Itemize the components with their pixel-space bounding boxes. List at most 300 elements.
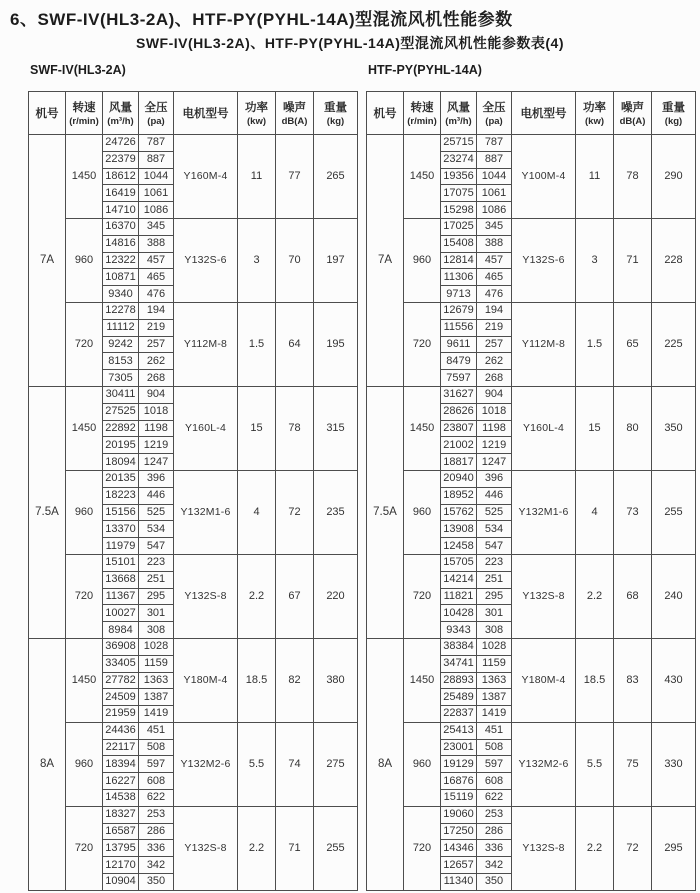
- fan-performance-table: [366, 91, 696, 891]
- flow-cell: 24726: [103, 135, 139, 152]
- table-row: [29, 806, 358, 823]
- weight-cell: 430: [652, 638, 696, 722]
- noise-cell: 65: [614, 302, 652, 386]
- flow-cell: 25489: [441, 689, 477, 706]
- size-cell: 7.5A: [367, 386, 404, 638]
- weight-cell: 275: [314, 722, 358, 806]
- flow-cell: 15408: [441, 235, 477, 252]
- power-cell: 5.5: [238, 722, 276, 806]
- flow-cell: 16876: [441, 773, 477, 790]
- col-header-label: 电机型号: [182, 108, 229, 120]
- flow-cell: 14346: [441, 840, 477, 857]
- table-row: [29, 218, 358, 235]
- noise-cell: 68: [614, 554, 652, 638]
- noise-cell: 72: [276, 470, 314, 554]
- col-header-label: 噪声: [621, 102, 644, 114]
- pressure-cell: 223: [477, 554, 512, 571]
- power-cell: 1.5: [576, 302, 614, 386]
- flow-cell: 17250: [441, 823, 477, 840]
- pressure-cell: 251: [477, 571, 512, 588]
- motor-cell: Y180M-4: [174, 638, 238, 722]
- table-row: [29, 638, 358, 655]
- col-header-unit: (m³/h): [445, 116, 472, 127]
- flow-cell: 20195: [103, 437, 139, 454]
- table-row: [367, 722, 696, 739]
- pressure-cell: 286: [477, 823, 512, 840]
- pressure-cell: 1363: [139, 672, 174, 689]
- pressure-cell: 262: [139, 353, 174, 370]
- flow-cell: 11340: [441, 874, 477, 891]
- table-row: [29, 302, 358, 319]
- size-cell: 8A: [29, 638, 66, 890]
- noise-cell: 78: [276, 386, 314, 470]
- noise-cell: 72: [614, 806, 652, 890]
- motor-cell: Y132M1-6: [512, 470, 576, 554]
- flow-cell: 15156: [103, 504, 139, 521]
- flow-cell: 23001: [441, 739, 477, 756]
- flow-cell: 11556: [441, 319, 477, 336]
- power-cell: 1.5: [238, 302, 276, 386]
- motor-cell: Y160L-4: [174, 386, 238, 470]
- col-header-motor: [174, 92, 238, 135]
- flow-cell: 13370: [103, 521, 139, 538]
- col-header-rpm: [66, 92, 103, 135]
- noise-cell: 70: [276, 218, 314, 302]
- flow-cell: 12814: [441, 252, 477, 269]
- weight-cell: 255: [652, 470, 696, 554]
- flow-cell: 11821: [441, 588, 477, 605]
- fan-performance-table: [28, 91, 358, 891]
- noise-cell: 83: [614, 638, 652, 722]
- table-caption-htf: HTF-PY(PYHL-14A): [368, 63, 482, 77]
- pressure-cell: 1044: [477, 168, 512, 185]
- power-cell: 4: [576, 470, 614, 554]
- pressure-cell: 508: [139, 739, 174, 756]
- noise-cell: 67: [276, 554, 314, 638]
- flow-cell: 24509: [103, 689, 139, 706]
- rpm-cell: 720: [66, 806, 103, 890]
- rpm-cell: 960: [66, 218, 103, 302]
- weight-cell: 290: [652, 135, 696, 219]
- col-header-label: 重量: [324, 102, 347, 114]
- pressure-cell: 1061: [139, 185, 174, 202]
- pressure-cell: 904: [139, 386, 174, 403]
- motor-cell: Y132S-8: [512, 554, 576, 638]
- flow-cell: 22379: [103, 151, 139, 168]
- col-header-label: 转速: [72, 102, 96, 114]
- pressure-cell: 451: [477, 722, 512, 739]
- motor-cell: Y100M-4: [512, 135, 576, 219]
- flow-cell: 18817: [441, 454, 477, 471]
- table-row: [29, 135, 358, 152]
- noise-cell: 73: [614, 470, 652, 554]
- pressure-cell: 1219: [139, 437, 174, 454]
- col-header-rpm: [404, 92, 441, 135]
- pressure-cell: 388: [139, 235, 174, 252]
- weight-cell: 380: [314, 638, 358, 722]
- htf-table-container: [366, 91, 696, 891]
- pressure-cell: 508: [477, 739, 512, 756]
- motor-cell: Y132S-8: [174, 554, 238, 638]
- pressure-cell: 525: [477, 504, 512, 521]
- pressure-cell: 787: [477, 135, 512, 152]
- pressure-cell: 350: [477, 874, 512, 891]
- weight-cell: 315: [314, 386, 358, 470]
- pressure-cell: 1419: [477, 706, 512, 723]
- pressure-cell: 597: [477, 756, 512, 773]
- motor-cell: Y180M-4: [512, 638, 576, 722]
- size-cell: 7A: [29, 135, 66, 387]
- pressure-cell: 1198: [477, 420, 512, 437]
- col-header-unit: (kg): [664, 116, 683, 127]
- flow-cell: 10428: [441, 605, 477, 622]
- size-cell: 8A: [367, 638, 404, 890]
- pressure-cell: 388: [477, 235, 512, 252]
- flow-cell: 22117: [103, 739, 139, 756]
- weight-cell: 195: [314, 302, 358, 386]
- table-row: [29, 554, 358, 571]
- flow-cell: 10027: [103, 605, 139, 622]
- pressure-cell: 1159: [139, 655, 174, 672]
- pressure-cell: 301: [477, 605, 512, 622]
- pressure-cell: 295: [139, 588, 174, 605]
- rpm-cell: 960: [404, 722, 441, 806]
- motor-cell: Y132S-8: [512, 806, 576, 890]
- pressure-cell: 253: [477, 806, 512, 823]
- col-header-power: [576, 92, 614, 135]
- size-cell: 7A: [367, 135, 404, 387]
- weight-cell: 220: [314, 554, 358, 638]
- flow-cell: 18394: [103, 756, 139, 773]
- flow-cell: 9713: [441, 286, 477, 303]
- power-cell: 3: [238, 218, 276, 302]
- col-header-noise: [276, 92, 314, 135]
- col-header-unit: (pa): [147, 116, 165, 127]
- flow-cell: 24436: [103, 722, 139, 739]
- motor-cell: Y132S-6: [174, 218, 238, 302]
- flow-cell: 15705: [441, 554, 477, 571]
- table-row: [367, 554, 696, 571]
- noise-cell: 78: [614, 135, 652, 219]
- flow-cell: 19060: [441, 806, 477, 823]
- table-caption-swf: SWF-IV(HL3-2A): [30, 63, 126, 77]
- col-header-unit: dB(A): [281, 116, 308, 127]
- pressure-cell: 622: [477, 790, 512, 807]
- flow-cell: 38384: [441, 638, 477, 655]
- weight-cell: 228: [652, 218, 696, 302]
- pressure-cell: 525: [139, 504, 174, 521]
- flow-cell: 18327: [103, 806, 139, 823]
- flow-cell: 16227: [103, 773, 139, 790]
- flow-cell: 11367: [103, 588, 139, 605]
- power-cell: 11: [576, 135, 614, 219]
- motor-cell: Y132S-6: [512, 218, 576, 302]
- table-row: [367, 806, 696, 823]
- col-header-label: 全压: [482, 102, 506, 114]
- weight-cell: 295: [652, 806, 696, 890]
- pressure-cell: 1159: [477, 655, 512, 672]
- motor-cell: Y132S-8: [174, 806, 238, 890]
- flow-cell: 23274: [441, 151, 477, 168]
- weight-cell: 197: [314, 218, 358, 302]
- pressure-cell: 1018: [477, 403, 512, 420]
- col-header-size: [367, 92, 404, 135]
- col-header-unit: dB(A): [619, 116, 646, 127]
- rpm-cell: 720: [404, 806, 441, 890]
- flow-cell: 10871: [103, 269, 139, 286]
- rpm-cell: 960: [404, 218, 441, 302]
- pressure-cell: 622: [139, 790, 174, 807]
- flow-cell: 15101: [103, 554, 139, 571]
- rpm-cell: 1450: [66, 135, 103, 219]
- pressure-cell: 1028: [139, 638, 174, 655]
- motor-cell: Y132M2-6: [174, 722, 238, 806]
- flow-cell: 20940: [441, 470, 477, 487]
- col-header-unit: (m³/h): [107, 116, 134, 127]
- pressure-cell: 336: [477, 840, 512, 857]
- flow-cell: 12278: [103, 302, 139, 319]
- table-row: [367, 386, 696, 403]
- flow-cell: 13795: [103, 840, 139, 857]
- flow-cell: 12170: [103, 857, 139, 874]
- flow-cell: 13668: [103, 571, 139, 588]
- col-header-pressure: [477, 92, 512, 135]
- weight-cell: 240: [652, 554, 696, 638]
- power-cell: 15: [576, 386, 614, 470]
- power-cell: 4: [238, 470, 276, 554]
- flow-cell: 11112: [103, 319, 139, 336]
- col-header-unit: (kw): [585, 116, 604, 127]
- flow-cell: 21959: [103, 706, 139, 723]
- motor-cell: Y132M2-6: [512, 722, 576, 806]
- flow-cell: 18612: [103, 168, 139, 185]
- power-cell: 11: [238, 135, 276, 219]
- pressure-cell: 1247: [139, 454, 174, 471]
- page-title: 6、SWF-IV(HL3-2A)、HTF-PY(PYHL-14A)型混流风机性能参数: [10, 10, 513, 29]
- col-header-label: 电机型号: [520, 108, 567, 120]
- pressure-cell: 350: [139, 874, 174, 891]
- noise-cell: 77: [276, 135, 314, 219]
- col-header-label: 噪声: [283, 102, 306, 114]
- swf-table-container: [28, 91, 358, 891]
- flow-cell: 19129: [441, 756, 477, 773]
- rpm-cell: 1450: [404, 638, 441, 722]
- power-cell: 18.5: [576, 638, 614, 722]
- col-header-power: [238, 92, 276, 135]
- pressure-cell: 1387: [477, 689, 512, 706]
- power-cell: 18.5: [238, 638, 276, 722]
- pressure-cell: 787: [139, 135, 174, 152]
- weight-cell: 255: [314, 806, 358, 890]
- rpm-cell: 1450: [66, 386, 103, 470]
- col-header-pressure: [139, 92, 174, 135]
- pressure-cell: 457: [139, 252, 174, 269]
- pressure-cell: 286: [139, 823, 174, 840]
- flow-cell: 14538: [103, 790, 139, 807]
- flow-cell: 15298: [441, 202, 477, 219]
- pressure-cell: 887: [139, 151, 174, 168]
- flow-cell: 36908: [103, 638, 139, 655]
- pressure-cell: 396: [139, 470, 174, 487]
- col-header-label: 风量: [109, 102, 132, 114]
- col-header-unit: (pa): [485, 116, 503, 127]
- pressure-cell: 1219: [477, 437, 512, 454]
- rpm-cell: 960: [66, 722, 103, 806]
- pressure-cell: 219: [139, 319, 174, 336]
- pressure-cell: 1018: [139, 403, 174, 420]
- pressure-cell: 465: [477, 269, 512, 286]
- pressure-cell: 223: [139, 554, 174, 571]
- col-header-label: 机号: [373, 108, 397, 120]
- flow-cell: 30411: [103, 386, 139, 403]
- noise-cell: 71: [276, 806, 314, 890]
- pressure-cell: 345: [477, 218, 512, 235]
- power-cell: 15: [238, 386, 276, 470]
- col-header-unit: (kg): [326, 116, 345, 127]
- pressure-cell: 1086: [139, 202, 174, 219]
- table-row: [367, 470, 696, 487]
- rpm-cell: 720: [66, 302, 103, 386]
- pressure-cell: 342: [477, 857, 512, 874]
- pressure-cell: 396: [477, 470, 512, 487]
- flow-cell: 11306: [441, 269, 477, 286]
- flow-cell: 8479: [441, 353, 477, 370]
- col-header-label: 重量: [662, 102, 685, 114]
- col-header-flow: [441, 92, 477, 135]
- flow-cell: 18094: [103, 454, 139, 471]
- flow-cell: 27525: [103, 403, 139, 420]
- pressure-cell: 268: [477, 370, 512, 387]
- weight-cell: 330: [652, 722, 696, 806]
- pressure-cell: 308: [139, 622, 174, 639]
- pressure-cell: 608: [477, 773, 512, 790]
- flow-cell: 22837: [441, 706, 477, 723]
- rpm-cell: 1450: [66, 638, 103, 722]
- pressure-cell: 476: [477, 286, 512, 303]
- flow-cell: 23807: [441, 420, 477, 437]
- noise-cell: 71: [614, 218, 652, 302]
- pressure-cell: 268: [139, 370, 174, 387]
- flow-cell: 9343: [441, 622, 477, 639]
- pressure-cell: 1086: [477, 202, 512, 219]
- flow-cell: 15119: [441, 790, 477, 807]
- col-header-weight: [314, 92, 358, 135]
- flow-cell: 12657: [441, 857, 477, 874]
- pressure-cell: 904: [477, 386, 512, 403]
- table-row: [29, 722, 358, 739]
- col-header-flow: [103, 92, 139, 135]
- col-header-weight: [652, 92, 696, 135]
- power-cell: 2.2: [576, 806, 614, 890]
- noise-cell: 80: [614, 386, 652, 470]
- noise-cell: 75: [614, 722, 652, 806]
- col-header-label: 转速: [410, 102, 434, 114]
- rpm-cell: 720: [404, 554, 441, 638]
- pressure-cell: 446: [477, 487, 512, 504]
- motor-cell: Y160L-4: [512, 386, 576, 470]
- flow-cell: 12679: [441, 302, 477, 319]
- page-subtitle: SWF-IV(HL3-2A)、HTF-PY(PYHL-14A)型混流风机性能参数表(4): [136, 35, 564, 51]
- pressure-cell: 1363: [477, 672, 512, 689]
- flow-cell: 14816: [103, 235, 139, 252]
- rpm-cell: 960: [66, 470, 103, 554]
- flow-cell: 22892: [103, 420, 139, 437]
- pressure-cell: 457: [477, 252, 512, 269]
- col-header-label: 风量: [447, 102, 470, 114]
- pressure-cell: 1198: [139, 420, 174, 437]
- pressure-cell: 534: [477, 521, 512, 538]
- pressure-cell: 1028: [477, 638, 512, 655]
- rpm-cell: 960: [404, 470, 441, 554]
- flow-cell: 9340: [103, 286, 139, 303]
- rpm-cell: 1450: [404, 386, 441, 470]
- pressure-cell: 1044: [139, 168, 174, 185]
- power-cell: 2.2: [238, 806, 276, 890]
- flow-cell: 8153: [103, 353, 139, 370]
- noise-cell: 74: [276, 722, 314, 806]
- motor-cell: Y112M-8: [174, 302, 238, 386]
- noise-cell: 64: [276, 302, 314, 386]
- flow-cell: 21002: [441, 437, 477, 454]
- power-cell: 5.5: [576, 722, 614, 806]
- rpm-cell: 720: [404, 302, 441, 386]
- col-header-unit: (kw): [247, 116, 266, 127]
- col-header-label: 机号: [35, 108, 59, 120]
- pressure-cell: 194: [477, 302, 512, 319]
- pressure-cell: 451: [139, 722, 174, 739]
- weight-cell: 265: [314, 135, 358, 219]
- flow-cell: 9611: [441, 336, 477, 353]
- table-row: [29, 470, 358, 487]
- flow-cell: 12322: [103, 252, 139, 269]
- table-row: [367, 302, 696, 319]
- weight-cell: 225: [652, 302, 696, 386]
- pressure-cell: 345: [139, 218, 174, 235]
- pressure-cell: 1061: [477, 185, 512, 202]
- power-cell: 3: [576, 218, 614, 302]
- pressure-cell: 295: [477, 588, 512, 605]
- flow-cell: 8984: [103, 622, 139, 639]
- rpm-cell: 1450: [404, 135, 441, 219]
- flow-cell: 15762: [441, 504, 477, 521]
- col-header-unit: (r/min): [407, 116, 437, 127]
- flow-cell: 16419: [103, 185, 139, 202]
- motor-cell: Y132M1-6: [174, 470, 238, 554]
- flow-cell: 9242: [103, 336, 139, 353]
- flow-cell: 11979: [103, 538, 139, 555]
- power-cell: 2.2: [238, 554, 276, 638]
- pressure-cell: 465: [139, 269, 174, 286]
- pressure-cell: 301: [139, 605, 174, 622]
- col-header-noise: [614, 92, 652, 135]
- flow-cell: 17075: [441, 185, 477, 202]
- table-row: [367, 638, 696, 655]
- col-header-unit: (r/min): [69, 116, 99, 127]
- pressure-cell: 1419: [139, 706, 174, 723]
- flow-cell: 12458: [441, 538, 477, 555]
- motor-cell: Y160M-4: [174, 135, 238, 219]
- pressure-cell: 253: [139, 806, 174, 823]
- flow-cell: 18223: [103, 487, 139, 504]
- flow-cell: 14710: [103, 202, 139, 219]
- pressure-cell: 547: [139, 538, 174, 555]
- pressure-cell: 476: [139, 286, 174, 303]
- pressure-cell: 547: [477, 538, 512, 555]
- flow-cell: 7597: [441, 370, 477, 387]
- pressure-cell: 342: [139, 857, 174, 874]
- col-header-motor: [512, 92, 576, 135]
- pressure-cell: 251: [139, 571, 174, 588]
